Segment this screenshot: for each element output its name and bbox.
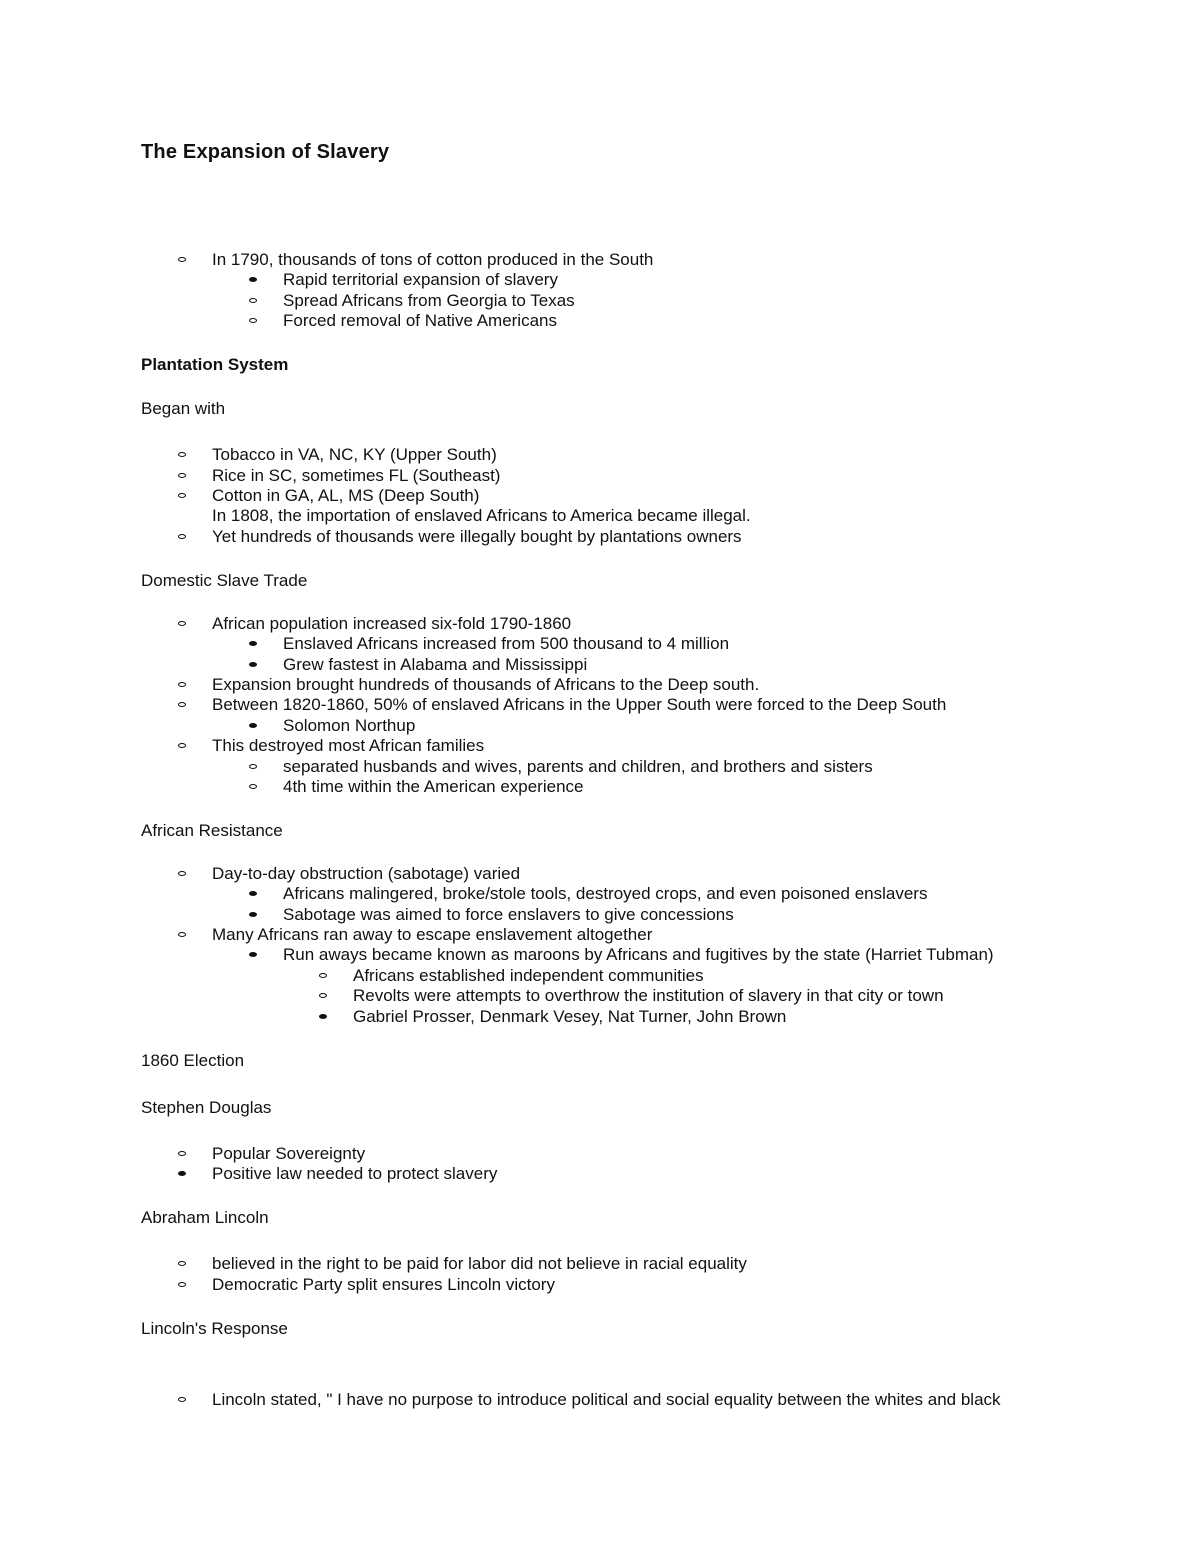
hollow-bullet-icon — [178, 493, 186, 498]
hollow-bullet-icon — [178, 1397, 186, 1402]
hollow-bullet-icon — [178, 743, 186, 748]
document-title: The Expansion of Slavery — [141, 141, 390, 163]
section-heading: African Resistance — [141, 821, 283, 840]
hollow-bullet-icon — [178, 257, 186, 262]
document-page: The Expansion of Slavery In 1790, thousands of tons of cotton produced in the South Rapid territorial expansion of slavery Spread Africans from Georgia to Texas Forced removal of Native Americans Plantation System Began with Tobacco in VA, NC, KY (Upper South) Rice in SC, sometimes FL (Southeast) Cotton in GA, AL, MS (Deep South) In 1808, the importation of enslaved Africans to America became illegal. Yet hundreds of thousands were illegally bought by plantations owners Domestic Slave Trade African population increased six-fold 1790-1860 Enslaved Africans increased from 500 thousand to 4 million Grew fastest in Alabama and Mississippi Expansion brought hundreds of thousands of Africans to the Deep south. Between 1820-1860, 50% of enslaved Africans in the Upper South were forced to the Deep South Solomon Northup This destroyed most African families separated husbands and wives, parents and children, and brothers and sisters 4th time within the American experience African Resistance Day-to-day obstruction (sabotage) varied Africans malingered, broke/stole tools, destroyed crops, and even poisoned enslavers Sabotage was aimed to force enslavers to give concessions Many Africans ran away to escape enslavement altogether Run aways became known as maroons by Africans and fugitives by the state (Harriet Tubman) Africans established independent communities Revolts were attempts to overthrow the institution of slavery in that city or town Gabriel Prosser, Denmark Vesey, Nat Turner, John Brown 1860 Election Stephen Douglas Popular Sovereignty Positive law needed to protect slavery Abraham Lincoln believed in the right to be paid for labor did not believe in racial equality Democratic Party split ensures Lincoln victory Lincoln's Response Lincoln stated, " I have no purpose to introduce political and social equality between the whites and black — [141, 141, 1001, 1409]
hollow-bullet-icon — [178, 1282, 186, 1287]
section-heading: Abraham Lincoln — [141, 1208, 269, 1227]
hollow-bullet-icon — [178, 932, 186, 937]
filled-bullet-icon — [178, 1171, 186, 1176]
filled-bullet-icon — [249, 641, 257, 646]
hollow-bullet-icon — [249, 764, 257, 769]
section-heading: Lincoln's Response — [141, 1319, 288, 1338]
filled-bullet-icon — [249, 662, 257, 667]
hollow-bullet-icon — [249, 318, 257, 323]
hollow-bullet-icon — [178, 702, 186, 707]
filled-bullet-icon — [249, 952, 257, 957]
section-heading: Stephen Douglas — [141, 1098, 272, 1117]
hollow-bullet-icon — [178, 1151, 186, 1156]
hollow-bullet-icon — [249, 298, 257, 303]
hollow-bullet-icon — [319, 973, 327, 978]
hollow-bullet-icon — [319, 993, 327, 998]
section-heading: Plantation System — [141, 355, 289, 374]
filled-bullet-icon — [249, 723, 257, 728]
hollow-bullet-icon — [178, 871, 186, 876]
hollow-bullet-icon — [178, 1261, 186, 1266]
filled-bullet-icon — [319, 1014, 327, 1019]
hollow-bullet-icon — [249, 784, 257, 789]
section-heading: Domestic Slave Trade — [141, 571, 308, 590]
hollow-bullet-icon — [178, 621, 186, 626]
section-subheading: Began with — [141, 399, 226, 418]
filled-bullet-icon — [249, 912, 257, 917]
hollow-bullet-icon — [178, 473, 186, 478]
filled-bullet-icon — [249, 277, 257, 282]
hollow-bullet-icon — [178, 534, 186, 539]
hollow-bullet-icon — [178, 452, 186, 457]
hollow-bullet-icon — [178, 682, 186, 687]
filled-bullet-icon — [249, 891, 257, 896]
section-heading: 1860 Election — [141, 1051, 245, 1070]
